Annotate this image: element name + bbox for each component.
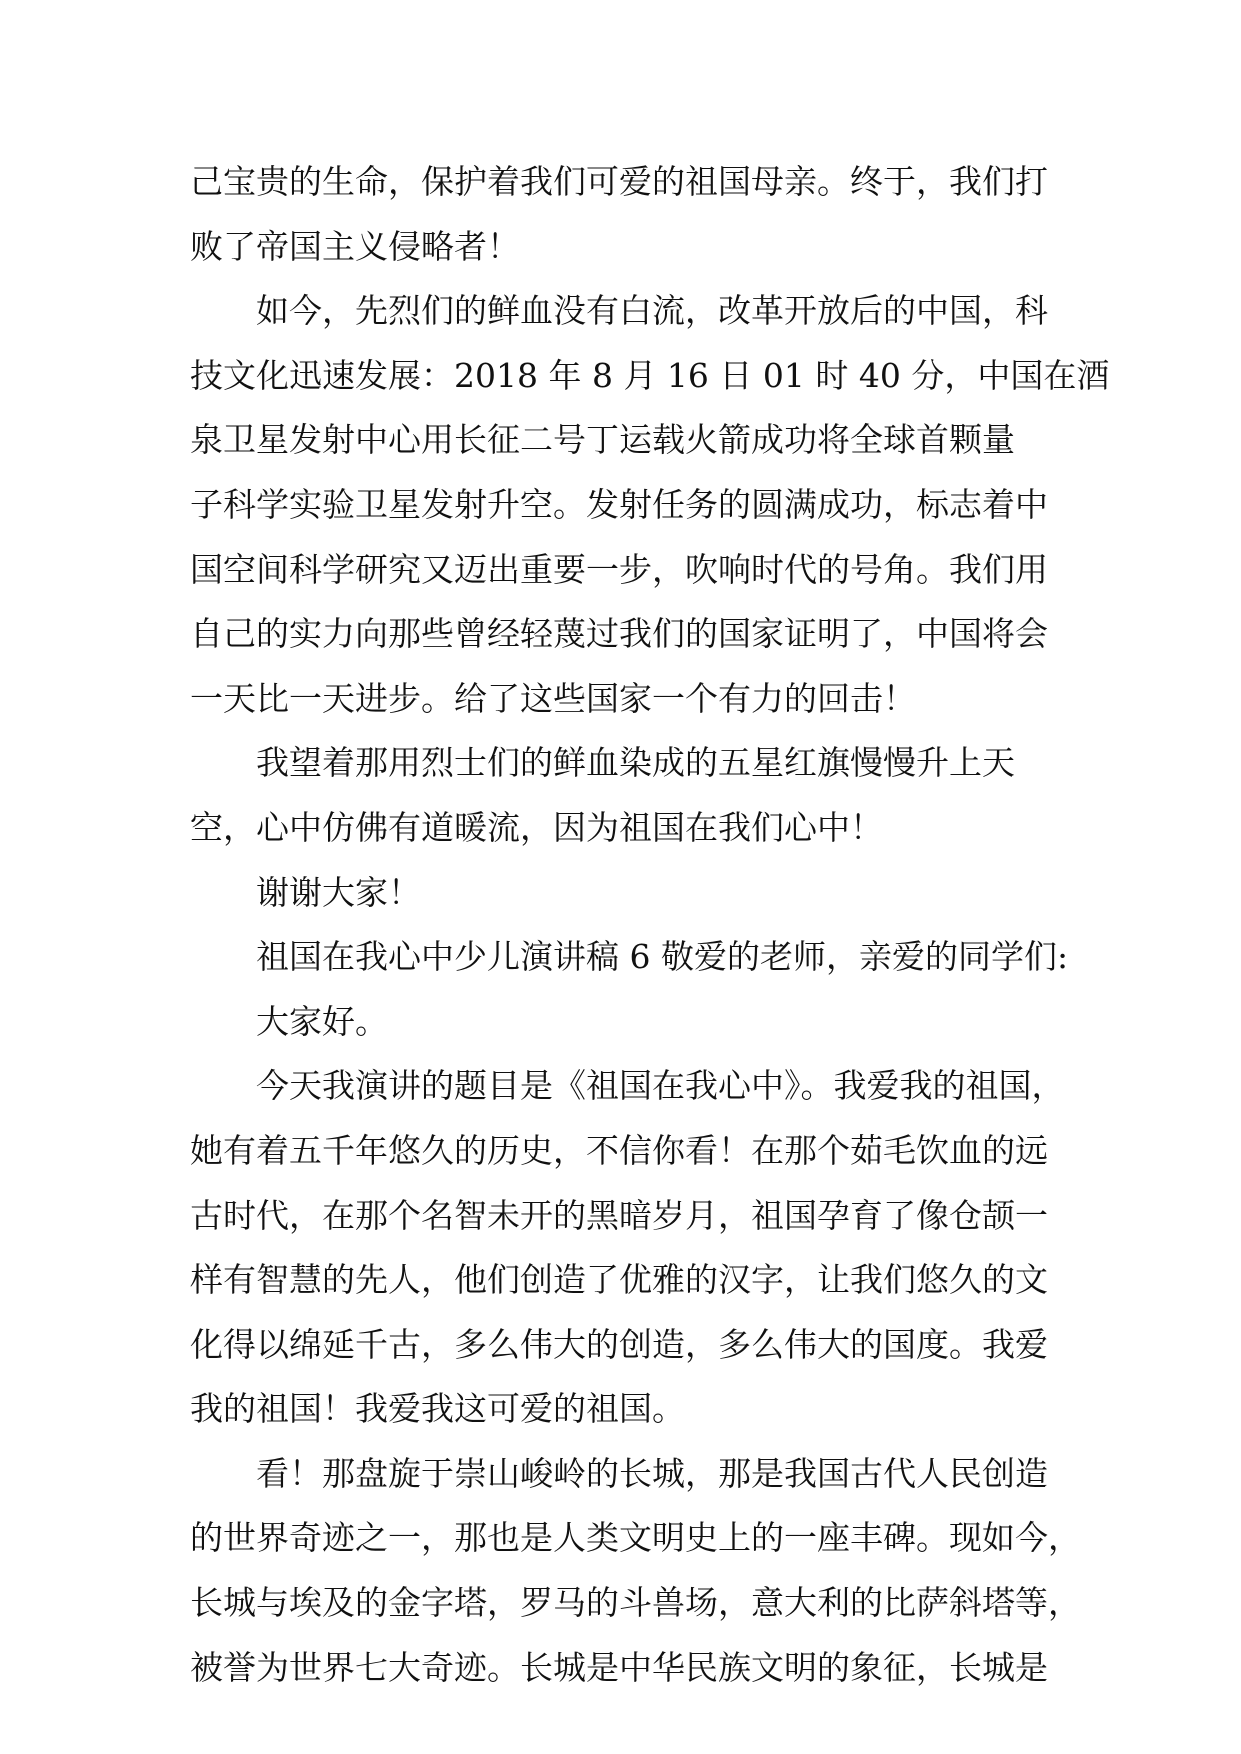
text-line: 败了帝国主义侵略者！ (190, 226, 520, 266)
text-line: 子科学实验卫星发射升空。发射任务的圆满成功，标志着中 (190, 484, 1048, 524)
text-line: 我望着那用烈士们的鲜血染成的五星红旗慢慢升上天 (256, 743, 1015, 783)
text-line: 大家好。 (256, 1001, 388, 1041)
text-line: 技文化迅速发展：2018 年 8 月 16 日 01 时 40 分，中国在酒 (190, 355, 1110, 395)
text-line: 今天我演讲的题目是《祖国在我心中》。我爱我的祖国， (256, 1066, 1065, 1106)
text-line: 看！那盘旋于崇山峻岭的长城，那是我国古代人民创造 (256, 1453, 1048, 1493)
text-line: 己宝贵的生命，保护着我们可爱的祖国母亲。终于，我们打 (190, 162, 1048, 201)
text-line: 被誉为世界七大奇迹。长城是中华民族文明的象征，长城是 (190, 1647, 1048, 1687)
text-line: 空，心中仿佛有道暖流，因为祖国在我们心中！ (190, 807, 883, 847)
text-line: 古时代，在那个名智未开的黑暗岁月，祖国孕育了像仓颉一 (190, 1195, 1048, 1235)
text-line: 她有着五千年悠久的历史，不信你看！在那个茹毛饮血的远 (190, 1130, 1048, 1170)
text-line: 泉卫星发射中心用长征二号丁运载火箭成功将全球首颗量 (190, 420, 1015, 460)
document-body (190, 150, 1110, 1700)
text-line: 化得以绵延千古，多么伟大的创造，多么伟大的国度。我爱 (190, 1324, 1048, 1364)
text-line: 如今，先烈们的鲜血没有白流，改革开放后的中国，科 (256, 291, 1048, 331)
text-line: 长城与埃及的金字塔，罗马的斗兽场，意大利的比萨斜塔等， (190, 1583, 1081, 1623)
text-line: 自己的实力向那些曾经轻蔑过我们的国家证明了，中国将会 (190, 614, 1048, 654)
text-line: 样有智慧的先人，他们创造了优雅的汉字，让我们悠久的文 (190, 1260, 1048, 1300)
text-line: 祖国在我心中少儿演讲稿 6 敬爱的老师，亲爱的同学们: (256, 937, 1069, 977)
text-line: 我的祖国！我爱我这可爱的祖国。 (190, 1389, 685, 1429)
text-line: 的世界奇迹之一，那也是人类文明史上的一座丰碑。现如今， (190, 1518, 1081, 1558)
text-line: 谢谢大家！ (256, 872, 421, 912)
text-line: 一天比一天进步。给了这些国家一个有力的回击！ (190, 678, 916, 718)
text-line: 国空间科学研究又迈出重要一步，吹响时代的号角。我们用 (190, 549, 1048, 589)
